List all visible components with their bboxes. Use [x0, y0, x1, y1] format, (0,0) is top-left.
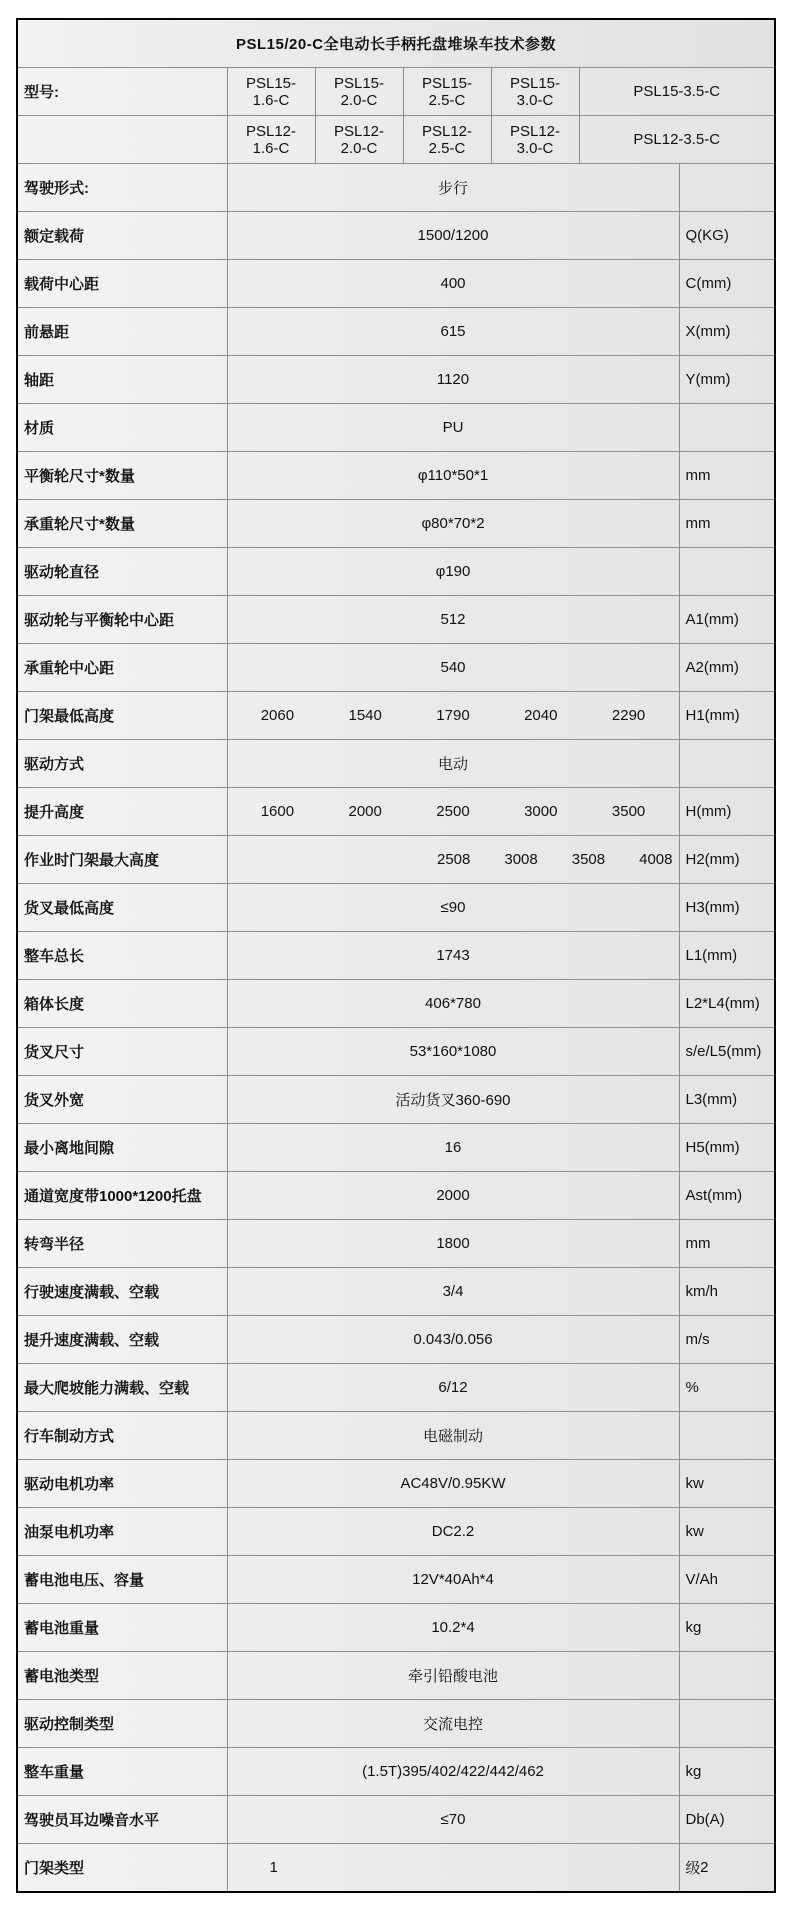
row-unit: mm	[679, 500, 775, 548]
row-label: 箱体长度	[17, 980, 227, 1028]
row-label: 转弯半径	[17, 1220, 227, 1268]
row-unit: A2(mm)	[679, 644, 775, 692]
model-cell: PSL15-2.5-C	[403, 68, 491, 116]
table-row	[17, 884, 775, 932]
value-item: 1540	[348, 707, 382, 724]
value-item: 1790	[436, 707, 470, 724]
row-value-multi	[227, 788, 679, 836]
row-unit: mm	[679, 452, 775, 500]
row-value: AC48V/0.95KW	[227, 1460, 679, 1508]
row-label: 载荷中心距	[17, 260, 227, 308]
table-row	[17, 1844, 775, 1893]
row-label: 驱动轮与平衡轮中心距	[17, 596, 227, 644]
table-row	[17, 1700, 775, 1748]
row-unit: V/Ah	[679, 1556, 775, 1604]
row-label: 驱动电机功率	[17, 1460, 227, 1508]
table-row	[17, 1076, 775, 1124]
table-row-model-2	[17, 116, 775, 164]
row-unit: Ast(mm)	[679, 1172, 775, 1220]
row-label: 额定载荷	[17, 212, 227, 260]
row-value: 16	[227, 1124, 679, 1172]
table-row	[17, 548, 775, 596]
row-label: 提升速度满载、空载	[17, 1316, 227, 1364]
table-row	[17, 596, 775, 644]
row-label: 蓄电池重量	[17, 1604, 227, 1652]
value-item: 3000	[524, 803, 558, 820]
value-item: 2290	[611, 707, 646, 724]
value-item: 2508	[437, 851, 471, 868]
row-unit: L2*L4(mm)	[679, 980, 775, 1028]
row-unit: kw	[679, 1508, 775, 1556]
row-unit: 级	[679, 1844, 775, 1893]
row-unit: s/e/L5(mm)	[679, 1028, 775, 1076]
row-label: 驱动方式	[17, 740, 227, 788]
row-label: 平衡轮尺寸*数量	[17, 452, 227, 500]
value-item: 3508	[571, 851, 606, 868]
value-item: 3500	[611, 803, 646, 820]
table-title-row	[17, 19, 775, 68]
row-label: 前悬距	[17, 308, 227, 356]
model-cell: PSL12-1.6-C	[227, 116, 315, 164]
table-row	[17, 500, 775, 548]
table-row	[17, 644, 775, 692]
row-label: 蓄电池电压、容量	[17, 1556, 227, 1604]
model-cell: PSL15-2.0-C	[315, 68, 403, 116]
row-unit: kg	[679, 1604, 775, 1652]
row-value: 512	[227, 596, 679, 644]
table-row	[17, 1508, 775, 1556]
row-label: 作业时门架最大高度	[17, 836, 227, 884]
table-row	[17, 1124, 775, 1172]
row-unit	[679, 1700, 775, 1748]
row-unit: H2(mm)	[679, 836, 775, 884]
row-label: 门架类型	[17, 1844, 227, 1893]
row-label: 承重轮中心距	[17, 644, 227, 692]
row-unit: X(mm)	[679, 308, 775, 356]
table-row	[17, 1748, 775, 1796]
value-item: 3008	[504, 851, 538, 868]
row-value: 615	[227, 308, 679, 356]
row-unit: mm	[679, 1220, 775, 1268]
value-item: 2	[700, 1859, 709, 1876]
table-row	[17, 1364, 775, 1412]
row-value: 牵引铅酸电池	[227, 1652, 679, 1700]
row-label: 蓄电池类型	[17, 1652, 227, 1700]
row-value: 0.043/0.056	[227, 1316, 679, 1364]
row-value: DC2.2	[227, 1508, 679, 1556]
row-label: 驾驶员耳边噪音水平	[17, 1796, 227, 1844]
row-unit: H(mm)	[679, 788, 775, 836]
row-label: 整车重量	[17, 1748, 227, 1796]
row-label: 货叉外宽	[17, 1076, 227, 1124]
row-unit: C(mm)	[679, 260, 775, 308]
table-row	[17, 452, 775, 500]
row-value: (1.5T)395/402/422/442/462	[227, 1748, 679, 1796]
row-value: 活动货叉360-690	[227, 1076, 679, 1124]
row-value: φ110*50*1	[227, 452, 679, 500]
table-row	[17, 1604, 775, 1652]
value-item: 1	[269, 1859, 278, 1876]
table-row	[17, 788, 775, 836]
row-label: 驱动轮直径	[17, 548, 227, 596]
table-row	[17, 980, 775, 1028]
model-cell: PSL15-3.5-C	[579, 68, 775, 116]
row-label: 油泵电机功率	[17, 1508, 227, 1556]
row-value: PU	[227, 404, 679, 452]
row-value: φ190	[227, 548, 679, 596]
table-row	[17, 836, 775, 884]
table-row	[17, 1460, 775, 1508]
value-item: 2500	[436, 803, 470, 820]
model-cell: PSL12-3.0-C	[491, 116, 579, 164]
row-label: 驾驶形式:	[17, 164, 227, 212]
table-row	[17, 1316, 775, 1364]
row-value: 10.2*4	[227, 1604, 679, 1652]
row-value: 406*780	[227, 980, 679, 1028]
row-value-multi	[227, 692, 679, 740]
row-label: 行车制动方式	[17, 1412, 227, 1460]
table-row	[17, 1028, 775, 1076]
value-item: 2000	[348, 803, 382, 820]
table-row	[17, 212, 775, 260]
row-unit: H1(mm)	[679, 692, 775, 740]
row-unit: kg	[679, 1748, 775, 1796]
row-label: 行驶速度满载、空载	[17, 1268, 227, 1316]
table-row	[17, 164, 775, 212]
row-value: 53*160*1080	[227, 1028, 679, 1076]
row-unit	[679, 164, 775, 212]
row-value: ≤70	[227, 1796, 679, 1844]
row-value: 电磁制动	[227, 1412, 679, 1460]
row-value: 1743	[227, 932, 679, 980]
row-value-multi	[227, 1844, 709, 1893]
row-value: 6/12	[227, 1364, 679, 1412]
row-label: 门架最低高度	[17, 692, 227, 740]
table-row	[17, 308, 775, 356]
row-label: 货叉最低高度	[17, 884, 227, 932]
table-row	[17, 1172, 775, 1220]
row-unit: Y(mm)	[679, 356, 775, 404]
row-label: 货叉尺寸	[17, 1028, 227, 1076]
row-label: 轴距	[17, 356, 227, 404]
row-label-empty	[17, 116, 227, 164]
row-unit: kw	[679, 1460, 775, 1508]
row-unit	[679, 740, 775, 788]
row-label: 整车总长	[17, 932, 227, 980]
row-value: 1120	[227, 356, 679, 404]
table-row	[17, 1412, 775, 1460]
row-unit: km/h	[679, 1268, 775, 1316]
row-unit: %	[679, 1364, 775, 1412]
row-value: 12V*40Ah*4	[227, 1556, 679, 1604]
row-unit: H3(mm)	[679, 884, 775, 932]
row-value: φ80*70*2	[227, 500, 679, 548]
row-value: 2000	[227, 1172, 679, 1220]
row-label: 通道宽度带1000*1200托盘	[17, 1172, 227, 1220]
table-row	[17, 260, 775, 308]
row-unit: A1(mm)	[679, 596, 775, 644]
row-value-multi	[227, 836, 679, 884]
row-unit: m/s	[679, 1316, 775, 1364]
value-item: 1600	[260, 803, 295, 820]
specification-table	[16, 18, 776, 1893]
row-value: 1500/1200	[227, 212, 679, 260]
row-unit: Db(A)	[679, 1796, 775, 1844]
table-row	[17, 1220, 775, 1268]
row-label-model: 型号:	[17, 68, 227, 116]
table-row	[17, 740, 775, 788]
row-value: 3/4	[227, 1268, 679, 1316]
table-row	[17, 356, 775, 404]
row-label: 驱动控制类型	[17, 1700, 227, 1748]
row-unit	[679, 548, 775, 596]
table-row	[17, 1652, 775, 1700]
row-value: 400	[227, 260, 679, 308]
table-row	[17, 692, 775, 740]
table-row	[17, 1268, 775, 1316]
model-cell: PSL15-3.0-C	[491, 68, 579, 116]
row-unit	[679, 1412, 775, 1460]
row-label: 最小离地间隙	[17, 1124, 227, 1172]
table-row	[17, 932, 775, 980]
row-label: 承重轮尺寸*数量	[17, 500, 227, 548]
value-item: 4008	[639, 851, 673, 868]
row-value: ≤90	[227, 884, 679, 932]
model-cell: PSL15-1.6-C	[227, 68, 315, 116]
row-value: 1800	[227, 1220, 679, 1268]
value-item: 2040	[524, 707, 558, 724]
table-row	[17, 1796, 775, 1844]
row-unit: L1(mm)	[679, 932, 775, 980]
model-cell: PSL12-2.0-C	[315, 116, 403, 164]
row-unit: Q(KG)	[679, 212, 775, 260]
row-unit: H5(mm)	[679, 1124, 775, 1172]
row-unit	[679, 1652, 775, 1700]
row-value: 步行	[227, 164, 679, 212]
row-unit	[679, 404, 775, 452]
table-row-model-1	[17, 68, 775, 116]
row-value: 540	[227, 644, 679, 692]
table-row	[17, 1556, 775, 1604]
row-label: 材质	[17, 404, 227, 452]
table-row	[17, 404, 775, 452]
row-value: 电动	[227, 740, 679, 788]
row-value: 交流电控	[227, 1700, 679, 1748]
model-cell: PSL12-3.5-C	[579, 116, 775, 164]
row-label: 最大爬坡能力满载、空载	[17, 1364, 227, 1412]
row-label: 提升高度	[17, 788, 227, 836]
row-unit: L3(mm)	[679, 1076, 775, 1124]
page-title: PSL15/20-C全电动长手柄托盘堆垛车技术参数	[17, 19, 775, 68]
value-item: 2060	[260, 707, 295, 724]
model-cell: PSL12-2.5-C	[403, 116, 491, 164]
